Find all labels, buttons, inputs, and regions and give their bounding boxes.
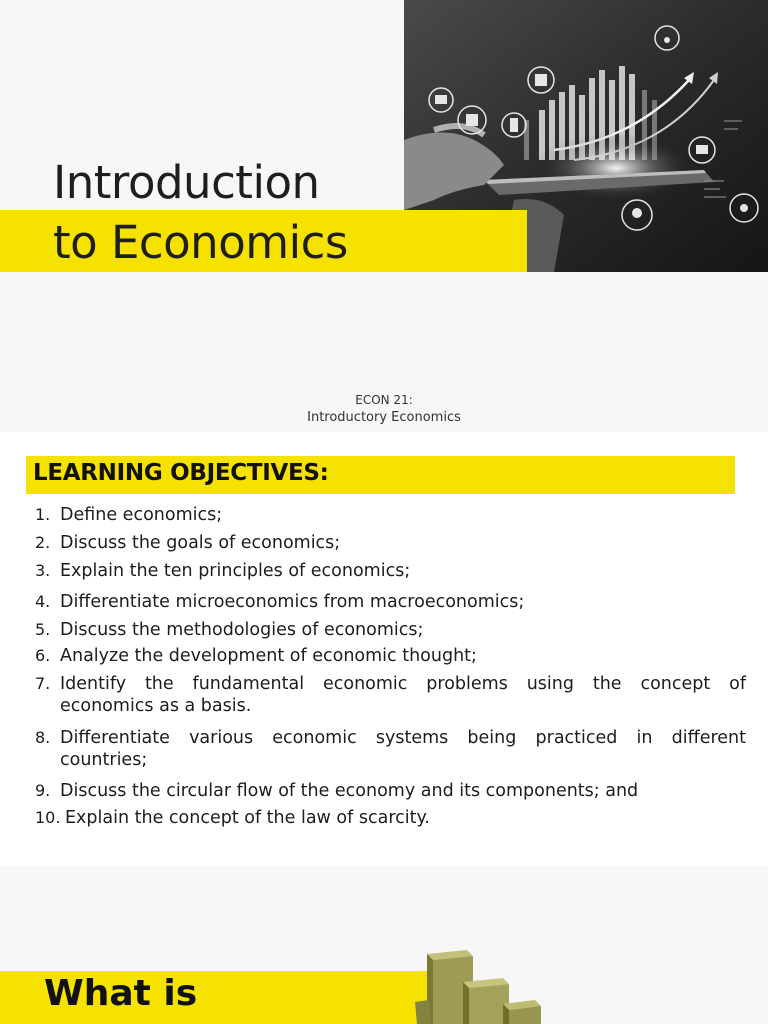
objective-number: 3. <box>35 561 51 580</box>
objective-number: 4. <box>35 592 51 611</box>
objective-number: 7. <box>35 674 51 693</box>
objective-number: 6. <box>35 646 51 665</box>
slide-title-line-2: to Economics <box>53 216 348 269</box>
what-is-slide <box>0 866 768 1024</box>
objective-text-line-2: countries; <box>60 750 148 770</box>
what-is-title: What is <box>44 973 198 1014</box>
course-name: Introductory Economics <box>307 410 461 425</box>
title-slide <box>0 0 768 432</box>
objective-number: 1. <box>35 505 51 524</box>
objective-text <box>60 674 746 716</box>
objective-text: Discuss the methodologies of economics; <box>60 620 424 640</box>
course-code: ECON 21: <box>355 393 413 407</box>
objective-text: Discuss the circular flow of the economy and its components; and <box>60 781 639 801</box>
objective-text-line-2: economics as a basis. <box>60 696 252 716</box>
objective-text-line-1: Differentiate various economic systems being practiced in different <box>60 728 746 748</box>
slide-title-line-1: Introduction <box>53 156 320 209</box>
stacked-boxes-graphic <box>415 944 555 1024</box>
objective-text-line-1: Identify the fundamental economic problems using the concept of <box>60 674 746 694</box>
objective-number: 2. <box>35 533 51 552</box>
objectives-slide <box>0 432 768 866</box>
objective-number: 9. <box>35 781 51 800</box>
objective-text: Explain the ten principles of economics; <box>60 561 411 581</box>
objective-number: 5. <box>35 620 51 639</box>
objective-number: 8. <box>35 728 51 747</box>
objective-text: Explain the concept of the law of scarcity. <box>65 808 430 828</box>
objective-number: 10. <box>35 808 61 827</box>
objectives-heading: LEARNING OBJECTIVES: <box>33 460 329 486</box>
objective-text: Analyze the development of economic thought; <box>60 646 477 666</box>
objective-text: Differentiate microeconomics from macroeconomics; <box>60 592 525 612</box>
objective-text <box>60 728 746 770</box>
objective-text: Discuss the goals of economics; <box>60 533 341 553</box>
objective-text: Define economics; <box>60 505 223 525</box>
